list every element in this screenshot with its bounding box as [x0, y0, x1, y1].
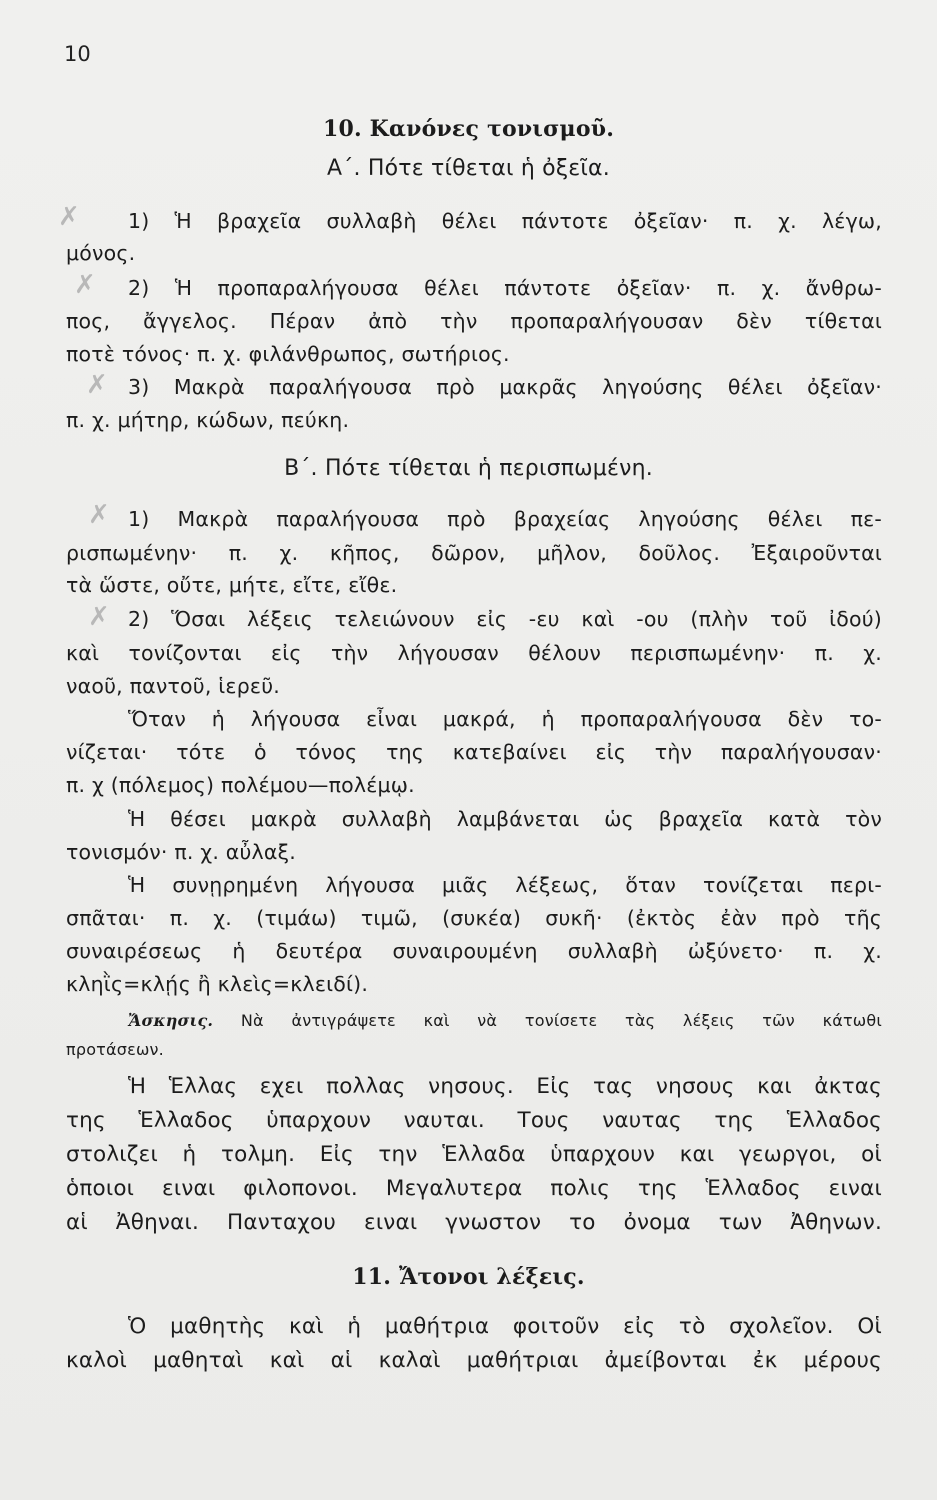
page-number: 10: [64, 42, 91, 66]
text-line: τὰ ὥστε, οὔτε, μήτε, εἴτε, εἴθε.: [66, 573, 398, 597]
exercise-text-line: στολιζει ἡ τολμη. Εἰς την Ἑλλαδα ὑπαρχουν και γεωργοι, οἱ: [66, 1142, 882, 1167]
text-line: ναοῦ, παντοῦ, ἱερεῦ.: [66, 674, 280, 698]
text-line: 3) Μακρὰ παραλήγουσα πρὸ μακρᾶς ληγούσης θέλει ὀξεῖαν·: [128, 375, 882, 399]
text-line: Ἡ συνῃρημένη λήγουσα μιᾶς λέξεως, ὅταν τονίζεται περι-: [128, 873, 882, 897]
text-line: συναιρέσεως ἡ δευτέρα συναιρουμένη συλλαβὴ ὠξύνετο· π. χ.: [66, 939, 882, 963]
text-line: ρισπωμένην· π. χ. κῆπος, δῶρον, μῆλον, δοῦλος. Ἐξαιροῦνται: [66, 541, 882, 565]
text-line: Ὁ μαθητὴς καὶ ἡ μαθήτρια φοιτοῦν εἰς τὸ σχολεῖον. Οἱ: [128, 1314, 882, 1339]
text-line: νίζεται· τότε ὁ τόνος της κατεβαίνει εἰς τὴν παραλήγουσαν·: [66, 740, 882, 764]
text-line: σπᾶται· π. χ. (τιμάω) τιμῶ, (συκέα) συκῆ· (ἐκτὸς ἐὰν πρὸ τῆς: [66, 906, 882, 930]
section-11-title: 11. Ἄτονοι λέξεις.: [352, 1264, 585, 1290]
margin-cross-mark: ✗: [88, 500, 110, 530]
text-line: 1) Μακρὰ παραλήγουσα πρὸ βραχείας ληγούσης θέλει πε-: [128, 507, 882, 531]
margin-cross-mark: ✗: [58, 202, 80, 232]
text-line: καλοὶ μαθηταὶ καὶ αἱ καλαὶ μαθήτριαι ἀμείβονται ἐκ μέρους: [66, 1348, 882, 1373]
exercise-text-line: ὁποιοι ειναι φιλοπονοι. Μεγαλυτερα πολις της Ἑλλαδος ειναι: [66, 1176, 882, 1201]
text-line: κληῒς=κλῄς ἢ κλεὶς=κλειδί).: [66, 972, 369, 996]
text-line: Ἡ θέσει μακρὰ συλλαβὴ λαμβάνεται ὡς βραχεῖα κατὰ τὸν: [128, 807, 882, 831]
margin-cross-mark: ✗: [74, 270, 96, 300]
exercise-instruction-cont: προτάσεων.: [66, 1040, 164, 1059]
subsection-a-title: Α΄. Πότε τίθεται ἡ ὀξεῖα.: [327, 156, 610, 181]
text-line: μόνος.: [66, 241, 136, 265]
text-line: π. χ (πόλεμος) πολέμου—πολέμῳ.: [66, 773, 415, 797]
text-line: 1) Ἡ βραχεῖα συλλαβὴ θέλει πάντοτε ὀξεῖαν· π. χ. λέγω,: [128, 209, 882, 233]
text-line: τονισμόν· π. χ. αὖλαξ.: [66, 840, 296, 864]
text-line: καὶ τονίζονται εἰς τὴν λήγουσαν θέλουν περισπωμένην· π. χ.: [66, 641, 882, 665]
section-10-title: 10. Κανόνες τονισμοῦ.: [322, 116, 615, 142]
margin-cross-mark: ✗: [88, 602, 110, 632]
exercise-text-line: αἱ Ἀθηναι. Πανταχου ειναι γνωστον το ὀνομα των Ἀθηνων.: [66, 1210, 882, 1235]
text-line: 2) Ὅσαι λέξεις τελειώνουν εἰς -ευ καὶ -ου (πλὴν τοῦ ἰδού): [128, 607, 882, 631]
exercise-instruction: [66, 1006, 882, 1036]
text-line: Ὅταν ἡ λήγουσα εἶναι μακρά, ἡ προπαραλήγουσα δὲν το-: [128, 707, 882, 731]
text-line: ποτὲ τόνος· π. χ. φιλάνθρωπος, σωτήριος.: [66, 342, 510, 366]
text-line: 2) Ἡ προπαραλήγουσα θέλει πάντοτε ὀξεῖαν· π. χ. ἄνθρω-: [128, 276, 882, 300]
exercise-text-line: της Ἑλλαδος ὑπαρχουν ναυται. Τους ναυτας της Ἑλλαδος: [66, 1108, 882, 1133]
text-line: π. χ. μήτηρ, κώδων, πεύκη.: [66, 408, 350, 432]
exercise-label: Ἄσκησις.: [128, 1011, 214, 1030]
exercise-instruction-text: Νὰ ἀντιγράψετε καὶ νὰ τονίσετε τὰς λέξεις τῶν κάτωθι: [240, 1011, 882, 1030]
exercise-text-line: Ἡ Ἑλλας εχει πολλας νησους. Εἰς τας νησους και ἀκτας: [128, 1074, 882, 1099]
subsection-b-title: Β΄. Πότε τίθεται ἡ περισπωμένη.: [284, 456, 653, 481]
text-line: πος, ἄγγελος. Πέραν ἀπὸ τὴν προπαραλήγουσαν δὲν τίθεται: [66, 309, 882, 333]
margin-cross-mark: ✗: [86, 370, 108, 400]
